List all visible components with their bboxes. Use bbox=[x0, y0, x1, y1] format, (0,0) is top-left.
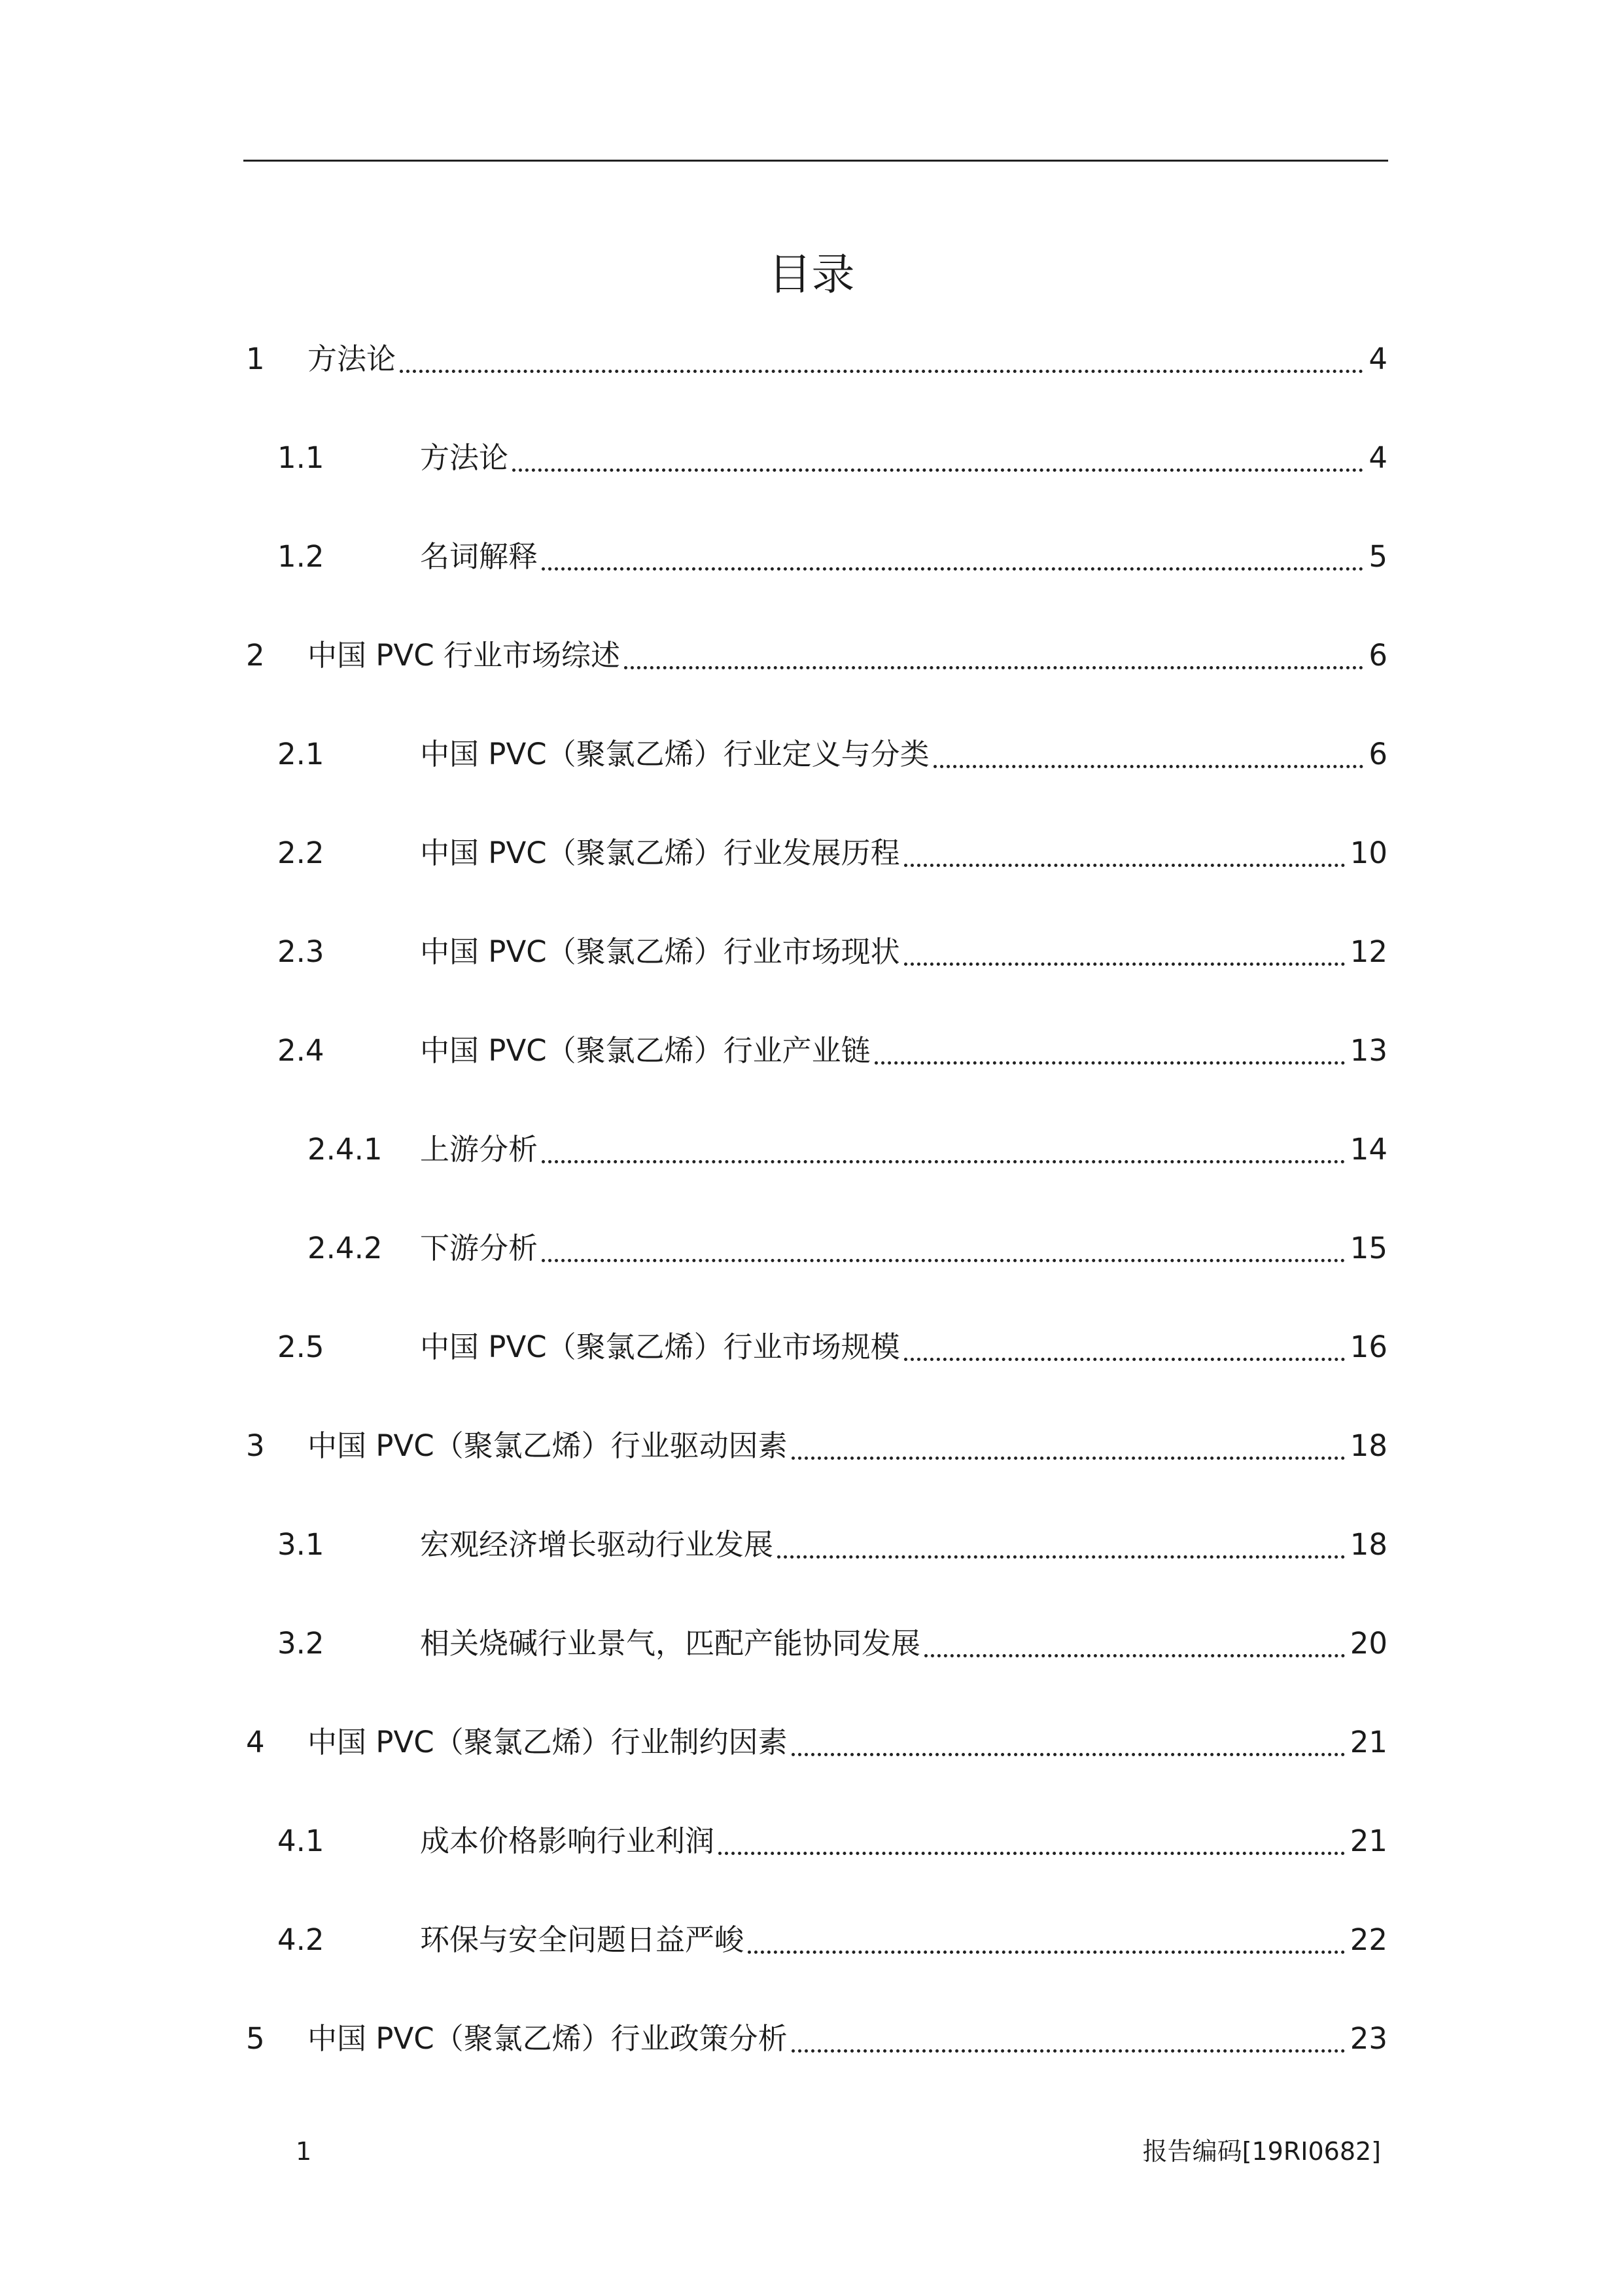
toc-entry-1-2[interactable] bbox=[277, 534, 1387, 580]
toc-page-number: 23 bbox=[1350, 2021, 1387, 2056]
toc-number: 2.2 bbox=[277, 836, 324, 870]
toc-page-number: 5 bbox=[1369, 539, 1387, 574]
toc-entry-1-1[interactable] bbox=[277, 435, 1387, 481]
toc-number: 2.1 bbox=[277, 737, 324, 771]
toc-number: 2.4.1 bbox=[307, 1132, 383, 1167]
toc-number: 1.1 bbox=[277, 440, 324, 475]
toc-text: 中国 PVC（聚氯乙烯）行业制约因素 bbox=[307, 1725, 788, 1759]
dot-leader bbox=[904, 963, 1345, 966]
dot-leader bbox=[924, 1654, 1345, 1657]
toc-entry-4[interactable] bbox=[246, 1720, 1387, 1765]
toc-entry-2[interactable] bbox=[246, 633, 1387, 679]
toc-entry-5[interactable] bbox=[246, 2016, 1387, 2062]
toc-text: 中国 PVC 行业市场综述 bbox=[307, 638, 620, 673]
toc-text: 环保与安全问题日益严峻 bbox=[420, 1922, 744, 1957]
toc-page-number: 18 bbox=[1350, 1527, 1387, 1562]
toc-text: 中国 PVC（聚氯乙烯）行业发展历程 bbox=[420, 836, 900, 870]
dot-leader bbox=[542, 567, 1363, 571]
toc-text: 中国 PVC（聚氯乙烯）行业驱动因素 bbox=[307, 1428, 788, 1463]
toc-page-number: 6 bbox=[1369, 737, 1387, 771]
toc-page-number: 4 bbox=[1369, 342, 1387, 376]
dot-leader bbox=[904, 1358, 1345, 1361]
toc-text: 中国 PVC（聚氯乙烯）行业市场现状 bbox=[420, 934, 900, 969]
toc-page-number: 4 bbox=[1369, 440, 1387, 475]
toc-title: 目录 bbox=[768, 249, 855, 300]
toc-entry-2-4[interactable] bbox=[277, 1028, 1387, 1074]
toc-number: 3 bbox=[246, 1428, 265, 1463]
toc-entry-2-2[interactable] bbox=[277, 830, 1387, 876]
toc-text: 上游分析 bbox=[420, 1132, 538, 1167]
toc-text: 中国 PVC（聚氯乙烯）行业市场规模 bbox=[420, 1330, 900, 1364]
toc-entry-4-1[interactable] bbox=[277, 1818, 1387, 1864]
toc-number: 5 bbox=[246, 2021, 265, 2056]
dot-leader bbox=[624, 666, 1363, 669]
toc-number: 2.4 bbox=[277, 1033, 324, 1068]
toc-number: 2.3 bbox=[277, 934, 324, 969]
toc-page-number: 16 bbox=[1350, 1330, 1387, 1364]
dot-leader bbox=[542, 1259, 1345, 1262]
dot-leader bbox=[400, 370, 1363, 373]
toc-entry-2-1[interactable] bbox=[277, 732, 1387, 777]
toc-page-number: 13 bbox=[1350, 1033, 1387, 1068]
toc-page-number: 21 bbox=[1350, 1824, 1387, 1858]
toc-text: 名词解释 bbox=[420, 539, 538, 574]
toc-number: 2.5 bbox=[277, 1330, 324, 1364]
toc-text: 宏观经济增长驱动行业发展 bbox=[420, 1527, 774, 1562]
toc-entry-4-2[interactable] bbox=[277, 1917, 1387, 1963]
toc-page-number: 6 bbox=[1369, 638, 1387, 673]
toc-page-number: 18 bbox=[1350, 1428, 1387, 1463]
toc-page-number: 20 bbox=[1350, 1626, 1387, 1661]
toc-number: 4 bbox=[246, 1725, 265, 1759]
toc-entry-2-4-2[interactable] bbox=[307, 1226, 1387, 1271]
toc-page-number: 10 bbox=[1350, 836, 1387, 870]
footer-report-code: 报告编码[19RI0682] bbox=[1142, 2137, 1381, 2166]
dot-leader bbox=[512, 468, 1363, 472]
toc-number: 2 bbox=[246, 638, 265, 673]
toc-number: 3.2 bbox=[277, 1626, 324, 1661]
dot-leader bbox=[718, 1852, 1345, 1855]
toc-number: 2.4.2 bbox=[307, 1231, 383, 1265]
dot-leader bbox=[934, 765, 1364, 768]
dot-leader bbox=[792, 2049, 1345, 2053]
toc-text: 成本价格影响行业利润 bbox=[420, 1824, 715, 1858]
toc-entry-2-4-1[interactable] bbox=[307, 1127, 1387, 1173]
toc-entry-3-2[interactable] bbox=[277, 1621, 1387, 1667]
toc-page-number: 21 bbox=[1350, 1725, 1387, 1759]
dot-leader bbox=[792, 1753, 1345, 1756]
toc-text: 相关烧碱行业景气，匹配产能协同发展 bbox=[420, 1626, 921, 1661]
toc-text: 中国 PVC（聚氯乙烯）行业产业链 bbox=[420, 1033, 871, 1068]
toc-number: 4.1 bbox=[277, 1824, 324, 1858]
toc-entry-2-5[interactable] bbox=[277, 1324, 1387, 1370]
dot-leader bbox=[748, 1951, 1345, 1954]
toc-page-number: 15 bbox=[1350, 1231, 1387, 1265]
dot-leader bbox=[792, 1457, 1345, 1460]
toc-number: 4.2 bbox=[277, 1922, 324, 1957]
toc-entry-3-1[interactable] bbox=[277, 1522, 1387, 1568]
toc-entry-2-3[interactable] bbox=[277, 929, 1387, 975]
toc-entry-3[interactable] bbox=[246, 1423, 1387, 1469]
toc-entry-1[interactable] bbox=[246, 336, 1387, 382]
toc-text: 中国 PVC（聚氯乙烯）行业定义与分类 bbox=[420, 737, 930, 771]
toc-number: 1.2 bbox=[277, 539, 324, 574]
toc-text: 方法论 bbox=[307, 342, 396, 376]
dot-leader bbox=[777, 1555, 1345, 1559]
toc-number: 3.1 bbox=[277, 1527, 324, 1562]
toc-text: 下游分析 bbox=[420, 1231, 538, 1265]
dot-leader bbox=[875, 1061, 1345, 1065]
toc-text: 方法论 bbox=[420, 440, 509, 475]
dot-leader bbox=[542, 1160, 1345, 1163]
footer-page-number: 1 bbox=[296, 2137, 312, 2166]
toc-page-number: 14 bbox=[1350, 1132, 1387, 1167]
toc-number: 1 bbox=[246, 342, 265, 376]
toc-page-number: 22 bbox=[1350, 1922, 1387, 1957]
toc-page-number: 12 bbox=[1350, 934, 1387, 969]
toc-text: 中国 PVC（聚氯乙烯）行业政策分析 bbox=[307, 2021, 788, 2056]
dot-leader bbox=[904, 864, 1345, 867]
